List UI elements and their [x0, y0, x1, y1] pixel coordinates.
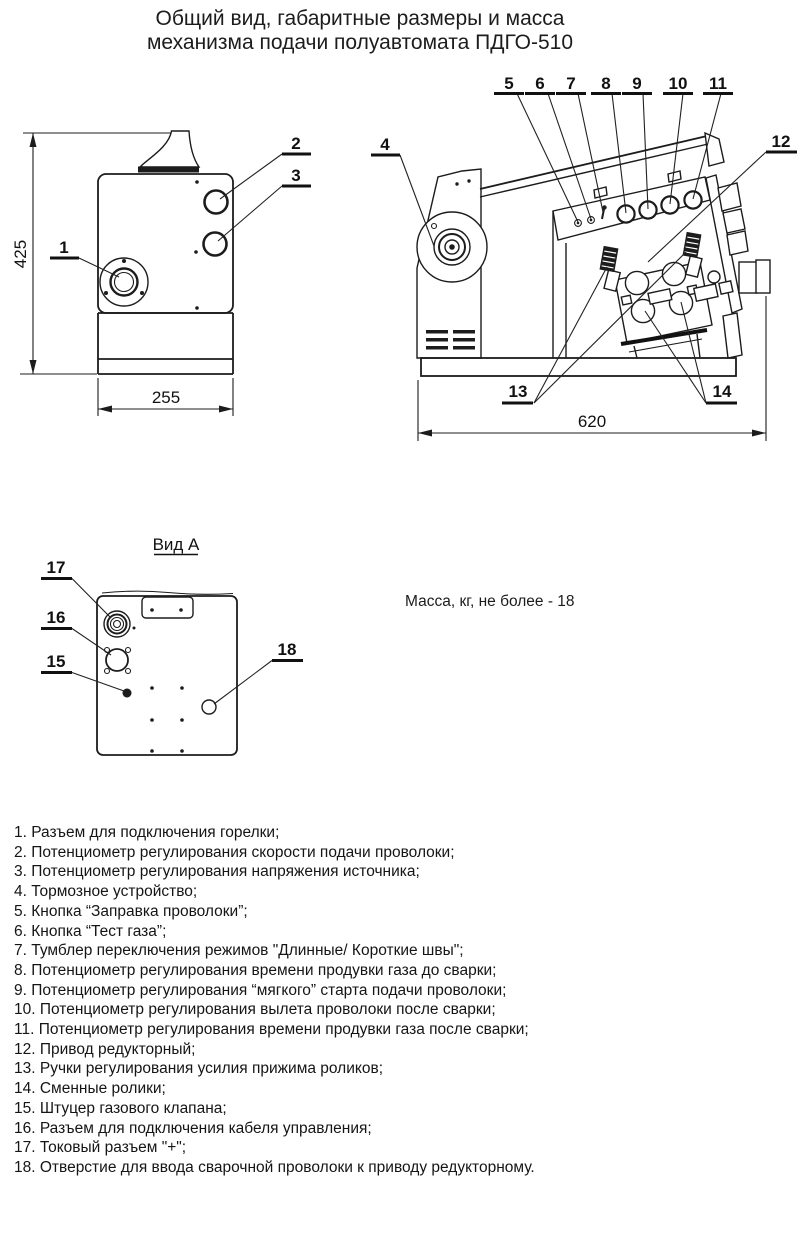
parts-list-item: 12. Привод редукторный; — [14, 1040, 196, 1058]
parts-list — [14, 823, 535, 1178]
mass-note: Масса, кг, не более - 18 — [405, 593, 575, 610]
svg-text:8: 8 — [601, 74, 611, 93]
wire-speed-knob — [205, 191, 228, 214]
callout-9 — [622, 74, 652, 209]
svg-text:17: 17 — [46, 558, 66, 577]
parts-list-item: 15. Штуцер газового клапана; — [14, 1099, 227, 1117]
dimension-width — [98, 378, 233, 416]
gas-valve-fitting — [123, 689, 132, 698]
svg-text:2: 2 — [291, 134, 301, 153]
parts-list-item: 1. Разъем для подключения горелки; — [14, 824, 280, 841]
parts-list-item: 14. Сменные ролики; — [14, 1080, 166, 1098]
parts-list-item: 16. Разъем для подключения кабеля управления; — [14, 1119, 372, 1137]
pressure-handle-left — [600, 246, 619, 272]
front-view — [11, 131, 311, 416]
callout-5 — [494, 74, 578, 222]
svg-text:4: 4 — [380, 135, 390, 154]
parts-list-item: 11. Потенциометр регулирования времени продувки газа после сварки; — [14, 1021, 529, 1039]
parts-list-item: 2. Потенциометр регулирования скорости подачи проволоки; — [14, 843, 455, 861]
svg-text:6: 6 — [535, 74, 545, 93]
svg-text:9: 9 — [632, 74, 642, 93]
side-view — [371, 74, 797, 441]
brake-device-wheel — [417, 212, 487, 282]
parts-list-item: 10. Потенциометр регулирования вылета проволоки после сварки; — [14, 1001, 496, 1019]
callout-6 — [525, 74, 591, 219]
parts-list-item: 7. Тумблер переключения режимов "Длинные/ Короткие швы"; — [14, 942, 464, 960]
parts-list-item: 17. Токовый разъем "+"; — [14, 1139, 187, 1157]
svg-text:10: 10 — [668, 74, 688, 93]
parts-list-item: 4. Тормозное устройство; — [14, 883, 198, 901]
svg-text:14: 14 — [712, 382, 732, 401]
parts-list-item: 18. Отверстие для ввода сварочной проволоки к приводу редукторному. — [14, 1158, 535, 1176]
parts-list-item: 5. Кнопка “Заправка проволоки”; — [14, 902, 248, 920]
control-cable-connector — [105, 648, 131, 674]
svg-text:16: 16 — [46, 608, 66, 627]
torch-connector — [100, 258, 148, 306]
svg-text:12: 12 — [771, 132, 791, 151]
parts-list-item: 6. Кнопка “Тест газа”; — [14, 922, 167, 940]
carry-handle — [138, 131, 199, 173]
svg-text:5: 5 — [504, 74, 514, 93]
front-base — [98, 313, 233, 374]
dimension-height-label: 425 — [11, 239, 30, 269]
rear-bracket — [142, 597, 193, 618]
svg-text:7: 7 — [566, 74, 576, 93]
feed-mechanism — [600, 232, 733, 358]
svg-text:13: 13 — [508, 382, 528, 401]
pressure-handle-right — [683, 232, 702, 258]
svg-text:3: 3 — [291, 166, 301, 185]
svg-text:11: 11 — [709, 74, 727, 93]
view-a — [41, 535, 303, 755]
parts-list-item: 13. Ручки регулирования усилия прижима роликов; — [14, 1060, 383, 1078]
svg-text:15: 15 — [46, 652, 66, 671]
side-base — [421, 358, 736, 376]
title-line-2: механизма подачи полуавтомата ПДГО-510 — [146, 31, 574, 54]
dimension-length-label: 620 — [577, 412, 607, 431]
title-line-1: Общий вид, габаритные размеры и масса — [155, 7, 565, 30]
parts-list-item: 9. Потенциометр регулирования “мягкого” старта подачи проволоки; — [14, 981, 507, 999]
parts-list-item: 8. Потенциометр регулирования времени продувки газа до сварки; — [14, 961, 497, 979]
right-side-plate — [705, 133, 770, 358]
parts-list-item: 3. Потенциометр регулирования напряжения источника; — [14, 863, 420, 881]
view-a-title: Вид А — [152, 535, 200, 554]
svg-text:1: 1 — [59, 238, 69, 257]
svg-text:18: 18 — [277, 640, 297, 659]
dimension-width-label: 255 — [151, 388, 181, 407]
